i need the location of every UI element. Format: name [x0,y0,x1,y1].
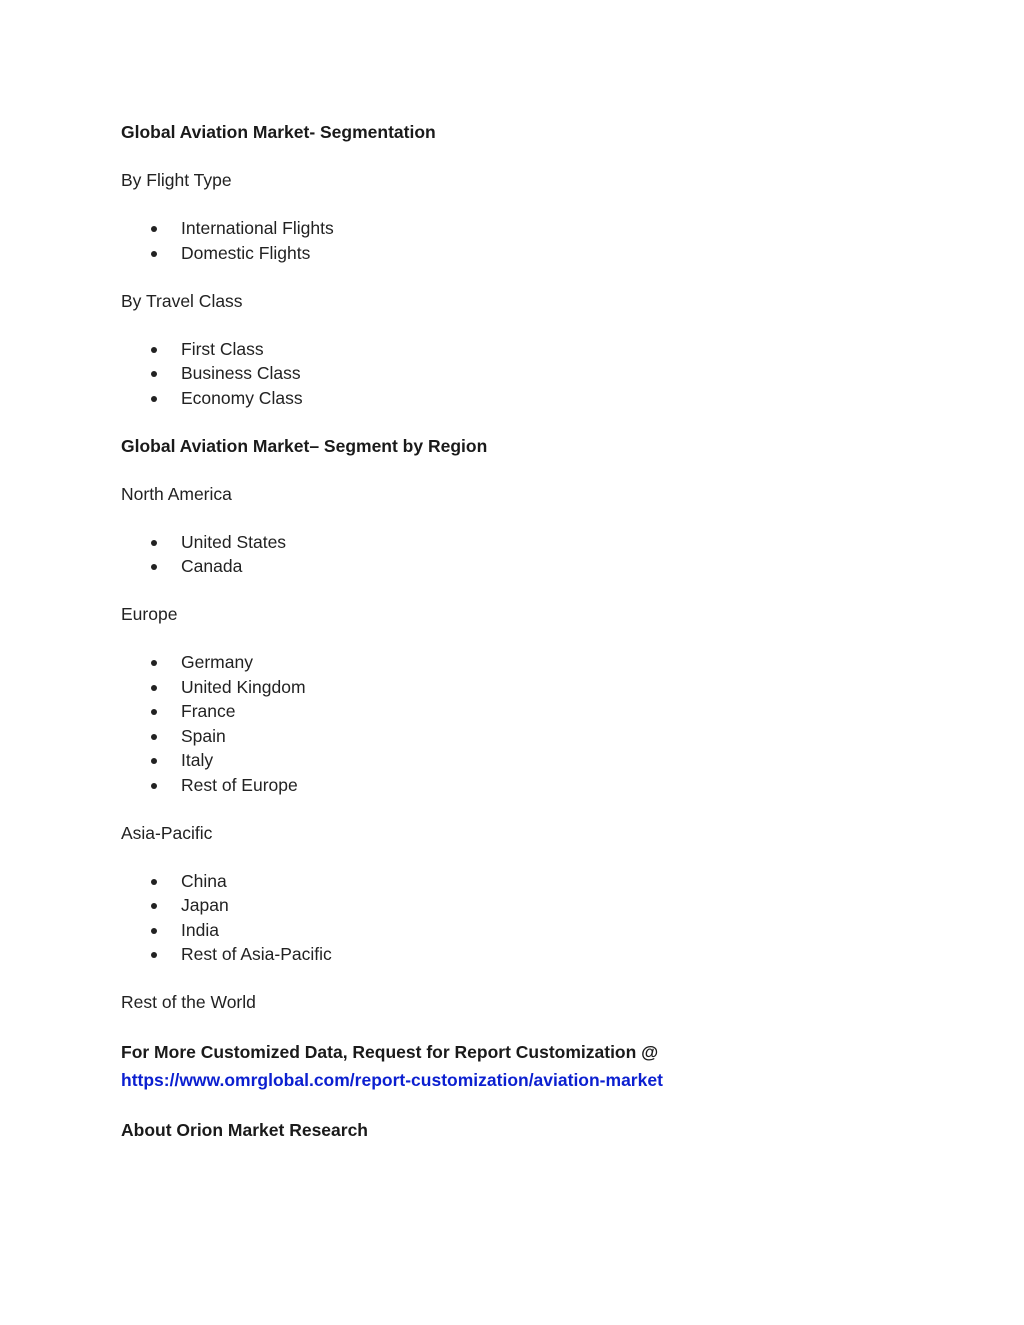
rest-of-world-label: Rest of the World [121,992,256,1012]
list-item [121,773,921,798]
bullet-icon [151,734,157,740]
list-item [121,386,921,411]
list-item [121,554,921,579]
bullet-icon [151,540,157,546]
list-item [121,918,921,943]
segmentation-heading: Global Aviation Market- Segmentation [121,122,436,142]
flight-type-list [121,216,921,265]
bullet-icon [151,226,157,232]
europe-list [121,650,921,797]
list-item-label: Economy Class [181,387,303,408]
list-item [121,650,921,675]
list-item [121,869,921,894]
bullet-icon [151,347,157,353]
list-item-label: Rest of Europe [181,774,298,795]
list-item [121,241,921,266]
flight-type-label: By Flight Type [121,170,232,190]
bullet-icon [151,564,157,570]
list-item-label: First Class [181,338,264,359]
bullet-icon [151,783,157,789]
travel-class-label: By Travel Class [121,290,243,311]
list-item-label: Canada [181,556,243,576]
list-item-label: International Flights [181,218,334,238]
asia-pacific-list [121,869,921,967]
bullet-icon [151,660,157,666]
list-item [121,748,921,773]
list-item-label: India [181,919,219,940]
list-item-label: Domestic Flights [181,242,311,263]
list-item [121,942,921,967]
list-item-label: Spain [181,725,226,746]
list-item [121,530,921,555]
list-item-label: Italy [181,750,214,770]
bullet-icon [151,396,157,402]
travel-class-list [121,337,921,411]
list-item [121,675,921,700]
list-item-label: United States [181,531,287,552]
list-item [121,724,921,749]
list-item-label: Germany [181,652,253,672]
europe-label: Europe [121,604,178,624]
bullet-icon [151,758,157,764]
bullet-icon [151,903,157,909]
bullet-icon [151,952,157,958]
list-item [121,337,921,362]
bullet-icon [151,371,157,377]
list-item [121,893,921,918]
bullet-icon [151,879,157,885]
asia-pacific-label: Asia-Pacific [121,822,213,843]
document-page [121,120,921,1142]
bullet-icon [151,251,157,257]
north-america-label: North America [121,483,232,504]
list-item-label: Japan [181,895,229,915]
list-item-label: Business Class [181,363,301,383]
list-item-label: Rest of Asia-Pacific [181,944,332,964]
list-item-label: United Kingdom [181,676,306,697]
about-heading: About Orion Market Research [121,1119,368,1140]
list-item-label: China [181,870,227,891]
list-item [121,699,921,724]
list-item [121,361,921,386]
list-item [121,216,921,241]
bullet-icon [151,928,157,934]
customization-link[interactable]: https://www.omrglobal.com/report-customization/aviation-market [121,1070,663,1090]
region-heading: Global Aviation Market– Segment by Region [121,435,488,456]
customization-request-text: For More Customized Data, Request for Report Customization @ [121,1042,659,1062]
north-america-list [121,530,921,579]
list-item-label: France [181,701,236,721]
bullet-icon [151,685,157,691]
bullet-icon [151,709,157,715]
